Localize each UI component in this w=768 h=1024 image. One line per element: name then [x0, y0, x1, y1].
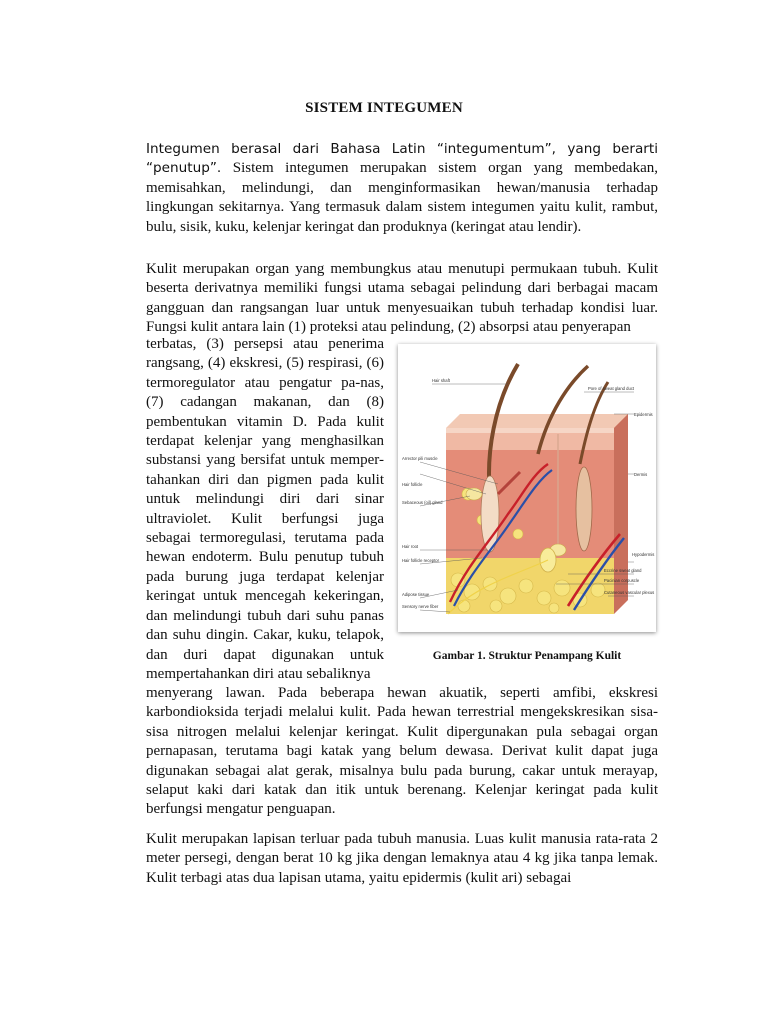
- label-adipose-tissue: Adipose tissue: [402, 592, 430, 597]
- label-hypodermis: Hypodermis: [632, 552, 655, 557]
- label-sebaceous-gland: Sebaceous (oil) gland: [402, 500, 443, 505]
- label-cutaneous-vascular-plexus: Cutaneous vascular plexus: [604, 590, 655, 595]
- page-title: SISTEM INTEGUMEN: [305, 100, 463, 116]
- label-sensory-nerve-fiber: Sensory nerve fiber: [402, 604, 439, 609]
- label-epidermis: Epidermis: [634, 412, 653, 417]
- paragraph-intro-lead: Integumen berasal dari Bahasa Latin “integumentum”, yang berarti “penutup”.: [146, 141, 658, 177]
- label-hair-follicle: Hair follicle: [402, 482, 423, 487]
- paragraph-skin-functions-continued: menyerang lawan. Pada beberapa hewan akuatik, seperti amfibi, ekskresi karbondioksida terjadi melalui kulit. Pada hewan terrestrial mengekskresikan sisa-sisa nitrogen melalui kelenjar keringat. Kulit dipergunakan pula sebagai organ pernapasan, terutama bagi katak yang belum dewasa. Derivat kulit dapat juga digunakan sebagai alat gerak, misalnya bulu pada burung, cakar untuk merayap, selaput kaki dari katak dan itik untuk berenang. Kelenjar keringat pada kulit berfungsi mengatur penguapan.: [146, 685, 658, 818]
- label-pacinian-corpuscle: Pacinian corpuscle: [604, 578, 640, 583]
- label-arrector-pili: Arrector pili muscle: [402, 456, 438, 461]
- skin-cross-section-figure: [398, 344, 656, 632]
- label-hair-shaft: Hair shaft: [432, 378, 450, 383]
- label-hair-follicle-receptor: Hair follicle receptor: [402, 558, 440, 563]
- paragraph-skin-layers: Kulit merupakan lapisan terluar pada tubuh manusia. Luas kulit manusia rata-rata 2 meter persegi, dengan berat 10 kg jika dengan lemaknya atau 4 kg jika tanpa lemak. Kulit terbagi atas dua lapisan utama, yaitu epidermis (kulit ari) sebagai: [146, 831, 658, 886]
- label-pore-sweat-gland: Pore of sweat gland duct: [588, 386, 635, 391]
- paragraph-intro: [146, 140, 658, 237]
- label-eccrine-sweat-gland: Eccrine sweat gland: [604, 568, 642, 573]
- skin-diagram-illustration: [398, 344, 656, 632]
- paragraph-intro-rest: Sistem integumen merupakan sistem organ yang membedakan, memisahkan, melindungi, dan menginformasikan hewan/manusia terhadap lingkungan sekitarnya. Yang termasuk dalam sistem integumen yaitu kulit, rambut, bulu, sisik, kuku, kelenjar keringat dan produknya (keringat atau lendir).: [146, 160, 658, 235]
- paragraph-skin-functions: Kulit merupakan organ yang membungkus atau menutupi permukaan tubuh. Kulit beserta derivatnya memiliki fungsi utama sebagai pelindung dari berbagai macam gangguan dan rangsangan luar untuk menyesuaikan tubuh terhadap kondisi luar. Fungsi kulit antara lain (1) proteksi atau pelindung, (2) absorpsi atau penyerapan: [146, 261, 658, 336]
- label-dermis: Dermis: [634, 472, 648, 477]
- paragraph-skin-functions-wrap: terbatas, (3) persepsi atau penerima rangsang, (4) ekskresi, (5) respirasi, (6) termoregulator atau pengatur pa-nas, (7) cadangan makanan, dan (8) pembentukan vitamin D. Pada kulit terdapat kelenjar yang menghasilkan substansi yang bersifat untuk memper-tahankan diri dan pigmen pada kulit untuk melindungi diri dari sinar ultraviolet. Kulit berfungsi juga sebagai termoregulasi, terutama pada hewan endoterm. Bulu penutup tubuh pada burung juga terdapat kelenjar keringat untuk mencegah kekeringan, dan melindungi tubuh dari suhu panas dan suhu dingin. Cakar, kuku, telapok, dan duri dapat digunakan untuk mempertahankan diri atau sebaliknya: [146, 336, 384, 682]
- label-hair-root: Hair root: [402, 544, 419, 549]
- figure-caption: Gambar 1. Struktur Penampang Kulit: [432, 650, 622, 662]
